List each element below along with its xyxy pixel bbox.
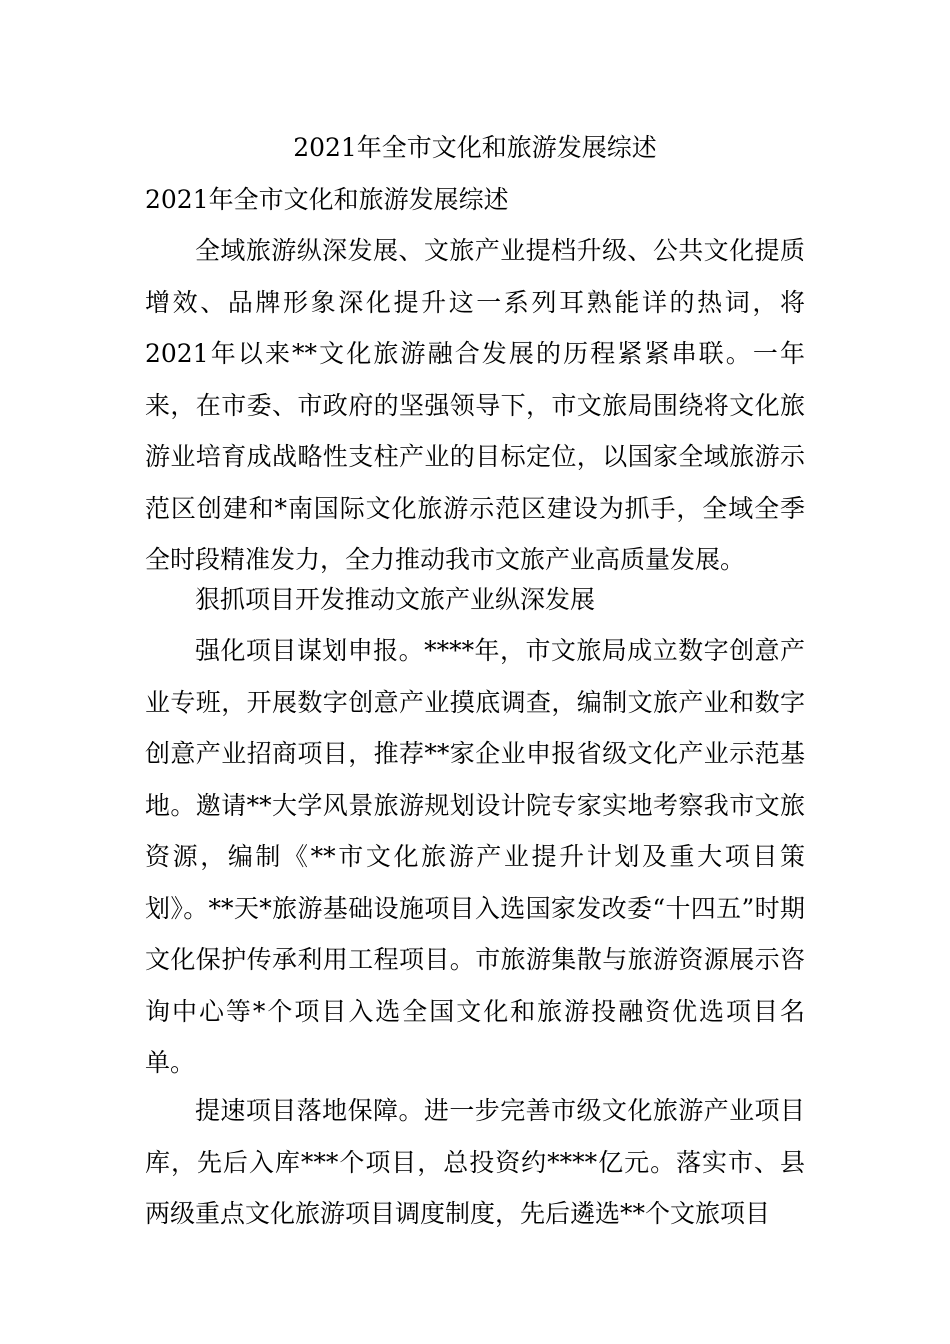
section-heading: 狠抓项目开发推动文旅产业纵深发展 <box>195 585 596 614</box>
paragraph-intro: 全域旅游纵深发展、文旅产业提档升级、公共文化提质增效、品牌形象深化提升这一系列耳熟能详的热词，将2021年以来**文化旅游融合发展的历程紧紧串联。一年来，在市委、市政府的坚强领导下，市文旅局围绕将文化旅游业培育成战略性支柱产业的目标定位，以国家全域旅游示范区创建和*南国际文化旅游示范区建设为抓手，全域全季全时段精准发力，全力推动我市文旅产业高质量发展。 <box>145 236 805 574</box>
document-title: 2021年全市文化和旅游发展综述 <box>293 133 657 162</box>
paragraph-project-planning: 强化项目谋划申报。****年，市文旅局成立数字创意产业专班，开展数字创意产业摸底调查，编制文旅产业和数字创意产业招商项目，推荐**家企业申报省级文化产业示范基地。邀请**大学风景旅游规划设计院专家实地考察我市文旅资源，编制《**市文化旅游产业提升计划及重大项目策划》。**天*旅游基础设施项目入选国家发改委“十四五”时期文化保护传承利用工程项目。市旅游集散与旅游资源展示咨询中心等*个项目入选全国文化和旅游投融资优选项目名单。 <box>145 636 805 1077</box>
paragraph-project-landing: 提速项目落地保障。进一步完善市级文化旅游产业项目库，先后入库***个项目，总投资约****亿元。落实市、县两级重点文化旅游项目调度制度，先后遴选**个文旅项目 <box>145 1096 805 1228</box>
document-subtitle: 2021年全市文化和旅游发展综述 <box>145 185 509 214</box>
